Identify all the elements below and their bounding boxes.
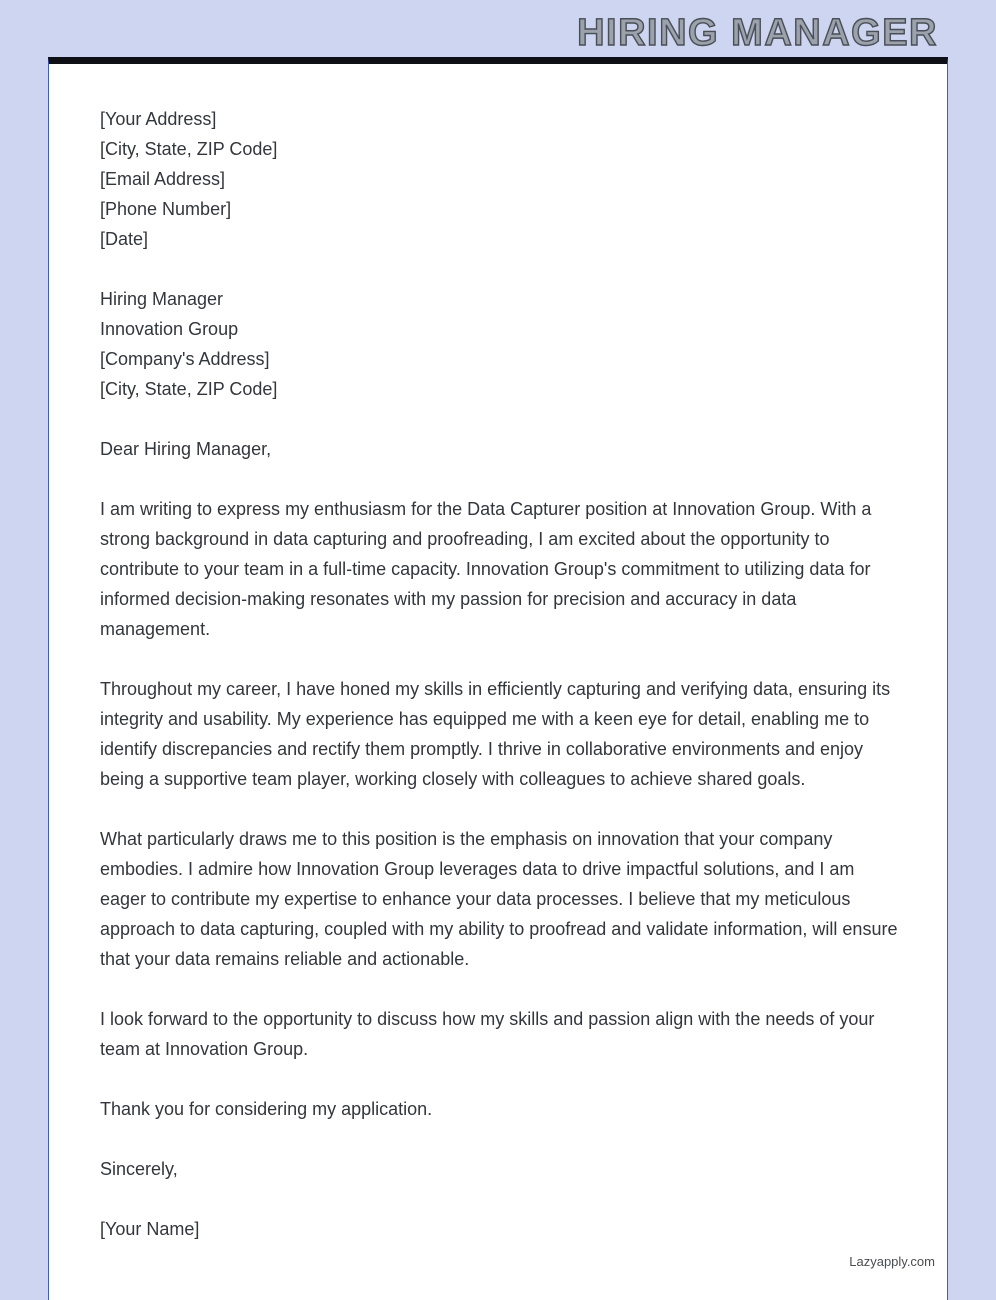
recipient-block <box>100 284 898 404</box>
signature-line: [Your Name] <box>100 1219 200 1239</box>
sender-address-line: [Your Address] <box>100 109 217 129</box>
sender-phone-line: [Phone Number] <box>100 199 232 219</box>
watermark-link[interactable]: Lazyapply.com <box>849 1254 935 1269</box>
paragraph-motivation: What particularly draws me to this position is the emphasis on innovation that your company embodies. I admire how Innovation Group leverages data to drive impactful solutions, and I am eager to contribute my expertise to enhance your data processes. I believe that my meticulous approach to data capturing, coupled with my ability to proofread and validate information, will ensure that your data remains reliable and actionable. <box>100 829 898 969</box>
document-title: HIRING MANAGER <box>577 12 938 54</box>
letter-body <box>49 64 947 1300</box>
sender-email-line: [Email Address] <box>100 169 226 189</box>
salutation: Dear Hiring Manager, <box>100 439 272 459</box>
letter-page <box>48 57 948 1300</box>
sender-address-block <box>100 104 898 254</box>
paragraph-intro: I am writing to express my enthusiasm for the Data Capturer position at Innovation Group. With a strong background in data capturing and proofreading, I am excited about the opportunity to contribute to your team in a full-time capacity. Innovation Group's commitment to utilizing data for informed decision-making resonates with my passion for precision and accuracy in data management. <box>100 499 872 639</box>
recipient-company-line: Innovation Group <box>100 319 239 339</box>
paragraph-outlook: I look forward to the opportunity to discuss how my skills and passion align with the needs of your team at Innovation Group. <box>100 1009 875 1059</box>
recipient-city-line: [City, State, ZIP Code] <box>100 379 278 399</box>
sender-city-line: [City, State, ZIP Code] <box>100 139 278 159</box>
recipient-address-line: [Company's Address] <box>100 349 270 369</box>
closing-line: Sincerely, <box>100 1159 178 1179</box>
paragraph-experience: Throughout my career, I have honed my skills in efficiently capturing and verifying data, ensuring its integrity and usability. My experience has equipped me with a keen eye for detail, enabling me to identify discrepancies and rectify them promptly. I thrive in collaborative environments and enjoy being a supportive team player, working closely with colleagues to achieve shared goals. <box>100 679 891 789</box>
recipient-name-line: Hiring Manager <box>100 289 224 309</box>
date-line: [Date] <box>100 229 149 249</box>
thank-you-line: Thank you for considering my application. <box>100 1099 433 1119</box>
